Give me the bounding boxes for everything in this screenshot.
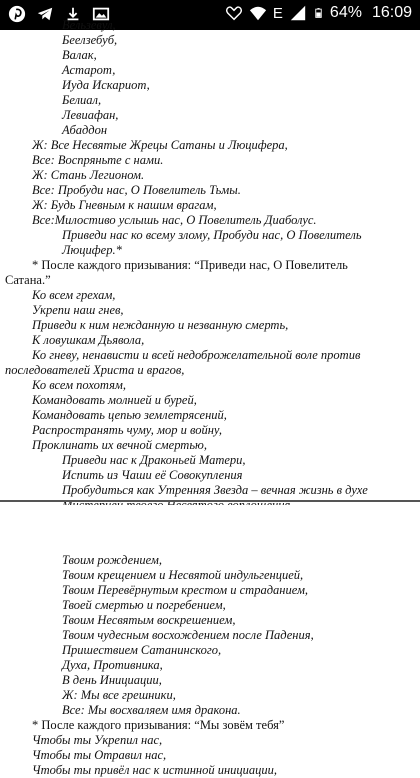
document-page-1 — [0, 18, 420, 500]
text-line: Ж: Мы все грешники, — [62, 688, 176, 702]
text-line: Беелзебуб, — [62, 33, 118, 47]
text-line: Астарот, — [62, 63, 116, 77]
text-line: Ко гневу, ненависти и всей недоброжелательной воле против — [32, 348, 361, 362]
text-line: Твоей смертью и погребением, — [62, 598, 226, 612]
text-line: Белиал, — [62, 93, 102, 107]
wifi-icon — [249, 4, 267, 22]
text-line: К ловушкам Дьявола, — [32, 333, 145, 347]
text-line: Приведи нас ко всему злому, Пробуди нас, О Повелитель — [62, 228, 362, 242]
text-line: Проклинать их вечной смертью, — [32, 438, 207, 452]
text-line: Распространять чуму, мор и войну, — [32, 423, 222, 437]
text-line: Ко всем грехам, — [32, 288, 116, 302]
text-line: Вельзевул, — [62, 18, 116, 32]
text-line: Приведи к ним нежданную и незванную смерть, — [32, 318, 289, 332]
text-line: Ж: Все Несвятые Жрецы Сатаны и Люцифера, — [32, 138, 288, 152]
document-page-2 — [0, 505, 420, 777]
text-line: Духа, Противника, — [62, 658, 163, 672]
battery-icon — [313, 4, 324, 22]
heart-icon — [225, 4, 243, 22]
telegram-icon[interactable] — [36, 5, 54, 23]
text-line: Все:Милостиво услышь нас, О Повелитель Диаболус. — [32, 213, 317, 227]
battery-level: 64% — [329, 4, 362, 21]
text-line: Твоим крещением и Несвятой индульгенцией, — [62, 568, 304, 582]
network-type: E — [272, 4, 283, 22]
signal-icon — [289, 4, 307, 22]
text-line: Ж: Будь Гневным к нашим врагам, — [32, 198, 217, 212]
text-line: Сатана.” — [5, 273, 51, 287]
text-line: Чтобы ты Укрепил нас, — [32, 733, 163, 747]
text-line: В день Инициации, — [62, 673, 162, 687]
pinterest-icon[interactable] — [8, 5, 26, 23]
text-line: Все: Мы восхваляем имя дракона. — [62, 703, 241, 717]
text-line: Абаддон — [62, 123, 108, 137]
text-line: Твоим Перевёрнутым крестом и страданием, — [62, 583, 309, 597]
page-separator — [0, 500, 420, 502]
text-line: последователей Христа и врагов, — [5, 363, 185, 377]
text-line: Командовать цепью землетрясений, — [32, 408, 227, 422]
text-line: Командовать молнией и бурей, — [32, 393, 197, 407]
text-line: Пришествием Сатанинского, — [62, 643, 222, 657]
text-line: Валак, — [62, 48, 97, 62]
text-line: Твоим рождением, — [62, 553, 162, 567]
text-line: Ко всем похотям, — [32, 378, 127, 392]
text-line: Твоим чудесным восхождением после Падения, — [62, 628, 314, 642]
text-line: Люцифер.* — [62, 243, 122, 257]
text-line: Левиафан, — [62, 108, 119, 122]
text-line: Твоим Несвятым воскрешением, — [62, 613, 236, 627]
text-line: Испить из Чаши её Совокупления — [62, 468, 243, 482]
text-line: * После каждого призывания: “Мы зовём тебя” — [32, 718, 285, 732]
text-line: Чтобы ты Отравил нас, — [32, 748, 167, 762]
clock: 16:09 — [371, 4, 412, 21]
text-line: Ж: Стань Легионом. — [32, 168, 145, 182]
text-line: Все: Пробуди нас, О Повелитель Тьмы. — [32, 183, 241, 197]
text-line: Укрепи наш гнев, — [32, 303, 124, 317]
text-line: Приведи нас к Драконьей Матери, — [62, 453, 246, 467]
text-line: Чтобы ты привёл нас к истинной инициации, — [32, 763, 278, 777]
text-line: Иуда Искариот, — [62, 78, 150, 92]
text-line: Все: Воспряньте с нами. — [32, 153, 164, 167]
text-line: Пробудиться как Утренняя Звезда – вечная жизнь в духе — [62, 483, 368, 497]
text-line: * После каждого призывания: “Приведи нас, О Повелитель — [32, 258, 348, 272]
